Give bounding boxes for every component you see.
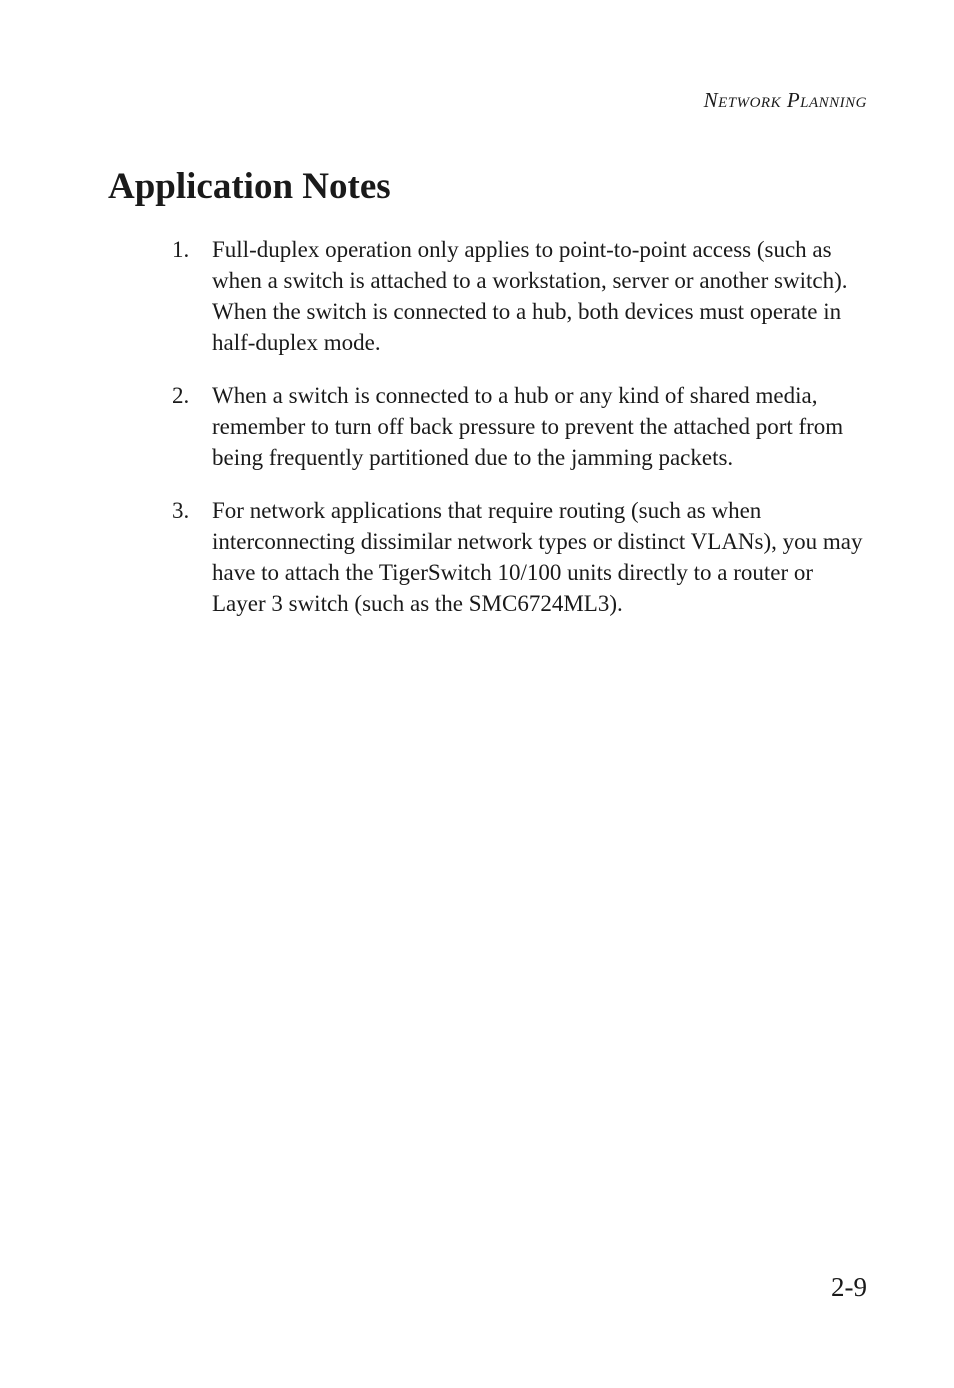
list-item-text: For network applications that require routing (such as when interconnecting dissimilar network types or distinct VLANs), you may have to attach the TigerSwitch 10/100 units directly to a router or Layer 3 switch (such as the SMC6724ML3). <box>212 498 863 616</box>
page-number: 2-9 <box>831 1272 867 1302</box>
list-item-number: 3. <box>172 498 190 523</box>
list-item-text: Full-duplex operation only applies to point-to-point access (such as when a switch is attached to a workstation, server or another switch). When the switch is connected to a hub, both devices must operate in half-duplex mode. <box>212 237 848 355</box>
notes-list <box>172 234 872 641</box>
list-item-number: 1. <box>172 237 190 262</box>
list-item <box>172 234 872 358</box>
page-title: Application Notes <box>108 166 391 207</box>
list-item <box>172 380 872 473</box>
list-item-text: When a switch is connected to a hub or any kind of shared media, remember to turn off back pressure to prevent the attached port from being frequently partitioned due to the jamming packets. <box>212 383 844 470</box>
list-item <box>172 495 872 619</box>
running-header: Network Planning <box>703 88 867 112</box>
list-item-number: 2. <box>172 383 190 408</box>
